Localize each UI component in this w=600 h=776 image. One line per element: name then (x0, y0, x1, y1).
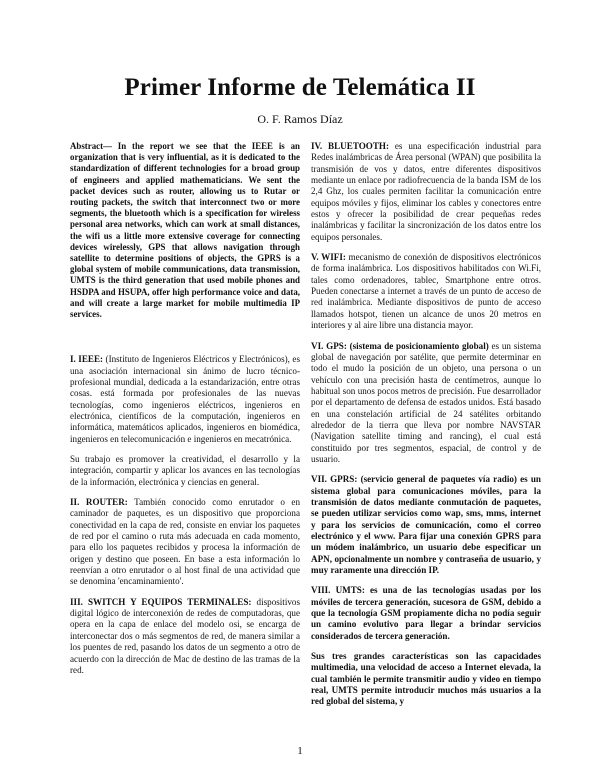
section-switch (70, 597, 300, 676)
abstract-body: In the report we see that the IEEE is an organization that is very influential, as it is dedicated to the standardization of different technologies for a broad group of engineers and applied mathematicians. We sent the packet devices such as router, allowing us to Rutar or routing packets, the switch that interconnect two or more segments, the bluetooth which is a specification for wireless personal area networks, which can work at small distances, the wifi us a little more extensive coverage for connecting devices wirelessly, GPS that allows navigation through satellite to determine positions of objects, the GPRS is a global system of mobile communications, data transmission, UMTS is the third generation that used mobile phones and HSDPA and HSUPA, offer high performance voice and data, and will create a large market for mobile multimedia IP services. (70, 141, 300, 320)
section-ieee (70, 354, 300, 445)
section-umts-heading: VIII. UMTS: (311, 585, 365, 596)
section-ieee-heading: I. IEEE: (70, 354, 104, 365)
section-bluetooth-heading: IV. BLUETOOTH: (311, 141, 390, 151)
section-router-heading: II. ROUTER: (70, 497, 128, 508)
abstract (70, 141, 300, 320)
section-ieee-para2: Su trabajo es promover la creatividad, el desarrollo y la integración, compartir y aplicar los avances en las tecnologías de la información, electrónica y ciencias en general. (70, 454, 300, 487)
section-wifi-body: mecanismo de conexión de dispositivos electrónicos de forma inalámbrica. Los dispositivos habilitados con Wi.Fi, tales como ordenadores, tablec, Smartphone entre otros. Pueden conectarse a internet a través de un punto de acceso de red inalámbrica. Mediante dispositivos de punto de acceso llamados hotspot, tienen un alcance de unos 20 metros en interiores y al aire libre una distancia mayor. (311, 252, 541, 331)
right-column (311, 141, 541, 717)
section-umts-para2: Sus tres grandes características son las capacidades multimedia, una velocidad de acceso a Internet elevada, la cual también le permite transmitir audio y video en tiempo real, UMTS permite introducir muchos más usuarios a la red global del sistema, y (311, 651, 541, 707)
section-switch-heading: III. SWITCH Y EQUIPOS TERMINALES: (70, 596, 252, 607)
section-router (70, 497, 300, 588)
section-router-body: También conocido como enrutador o en caminador de paquetes, es un dispositivo que proporciona conectividad en la capa de red, consiste en enviar los paquetes de red por el camino o ruta más adecuada en cada momento, para ello los paquetes recibidos y procesa la información de origen y destino que poseen. En base a esta información lo reenvían a otro enrutador o al host final de una actividad que se denomina 'encaminamiento'. (70, 497, 300, 587)
section-gprs-heading: VII. GPRS: (311, 474, 358, 485)
abstract-lead: Abstract— (70, 141, 112, 151)
section-ieee-body: (Instituto de Ingenieros Eléctricos y Electrónicos), es una asociación internacional sin ánimo de lucro técnico-profesional mundial, dedicada a la estandarización, entre otras cosas. está formada por profesionales de las nuevas tecnologías, como ingenieros eléctricos, ingenieros en electrónica, científicos de la computación, ingenieros en informática, matemáticos aplicados, ingenieros en biomédica, ingenieros en telecomunicación e ingenieros en mecatrónica. (70, 354, 300, 444)
section-wifi (311, 252, 541, 331)
section-gps-body: es un sistema global de navegación por satélite, que permite determinar en todo el mudo la posición de un objeto, una persona o un vehículo con una precisión hasta de centímetros, aunque lo habitual son unos pocos metros de precisión. Fue desarrollador por el departamento de defensa de estados unidos. Está basado en una constelación artificial de 24 satélites orbitando alrededor de la tierra que lleva por nombre NAVSTAR (Navigation satellite timing and rancing), el cual está constituido por tres segmentos, espacial, de control y de usuario. (311, 340, 541, 464)
section-umts (311, 585, 541, 642)
section-wifi-heading: V. WIFI: (311, 252, 346, 263)
section-bluetooth (311, 141, 541, 243)
paper-title: Primer Informe de Telemática II (124, 74, 476, 101)
section-switch-body: dispositivos digital lógico de interconexión de redes de computadoras, que opera en la capa de enlace del modelo osi, se encarga de interconectar dos o más segmentos de red, de manera similar a los puentes de red, pasando los datos de un segmento a otro de acuerdo con la dirección de Mac de destino de las tramas de la red. (70, 596, 300, 675)
left-column (70, 141, 300, 685)
paper-author: O. F. Ramos Díaz (257, 112, 343, 126)
section-umts-body: es una de las tecnologías usadas por los móviles de tercera generación, sucesora de GSM, debido a que la tecnología GSM propiamente dicha no podía seguir un camino evolutivo para llegar a brindar servicios considerados de tercera generación. (311, 585, 541, 641)
section-bluetooth-body: es una especificación industrial para Redes inalámbricas de Área personal (WPAN) que posibilita la transmisión de vos y datos, entre diferentes dispositivos mediante un enlace por radiofrecuencia de la banda ISM de los 2,4 Ghz, los cuales permiten facilitar la comunicación entre equipos móviles y fijos, eliminar los cables y conectores entre estos y ofrecer la posibilidad de crear pequeñas redes inalámbricas y facilitar la sincronización de los datos entre los equipos personales. (311, 141, 541, 242)
page-number: 1 (297, 745, 303, 757)
section-gps (311, 341, 541, 466)
section-gprs-body: (servicio general de paquetes vía radio) es un sistema global para comunicaciones móviles, para la transmisión de datos mediante conmutación de paquetes, se pueden utilizar servicios como wap, sms, mms, internet y para los servicios de comunicación, como el correo electrónico y el www. Para fijar una conexión GPRS para un módem inalámbrico, un usuario debe especificar un APN, opcionalmente un nombre y contraseña de usuario, y muy raramente una dirección IP. (311, 474, 541, 576)
section-gprs (311, 474, 541, 576)
section-gps-heading: VI. GPS: (sistema de posicionamiento global) (311, 340, 489, 351)
